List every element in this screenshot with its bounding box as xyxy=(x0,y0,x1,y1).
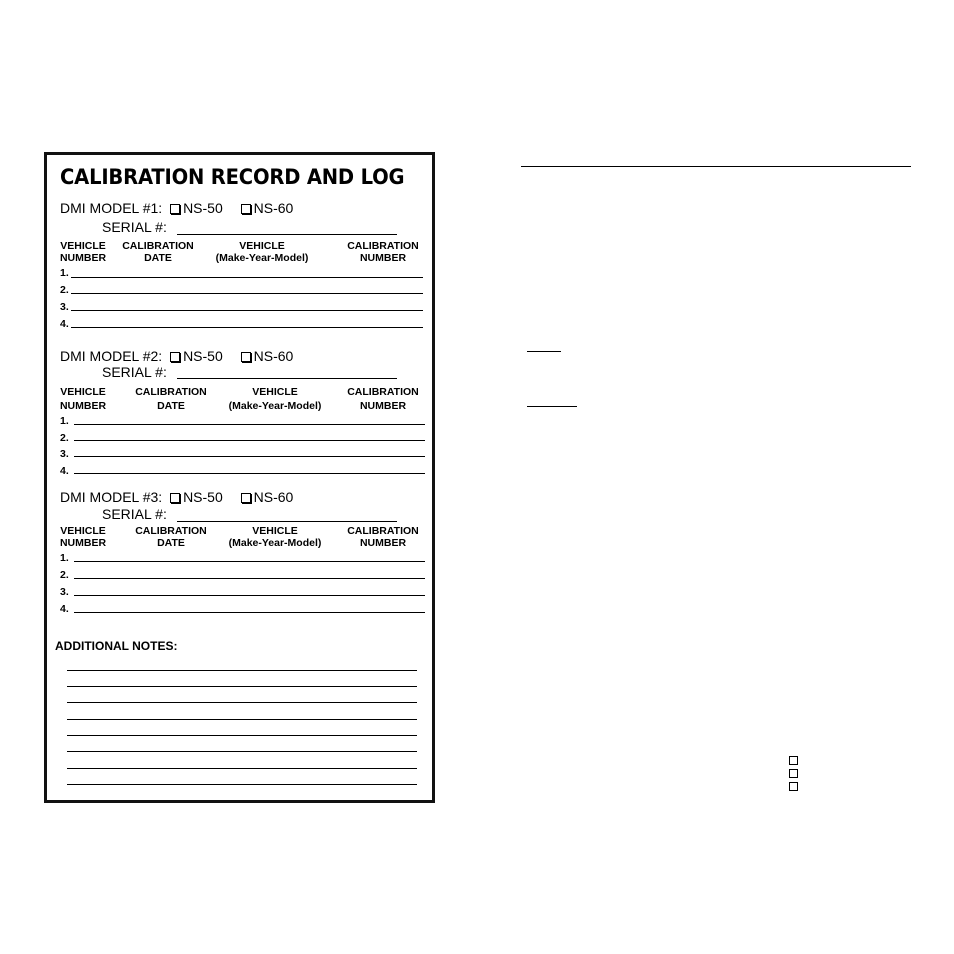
note-line[interactable] xyxy=(67,719,417,720)
entry-line[interactable] xyxy=(71,327,423,328)
ns60-option-3[interactable]: NS-60 xyxy=(241,489,294,505)
calibration-record-card xyxy=(44,152,435,803)
note-line[interactable] xyxy=(67,686,417,687)
header-vehicle-number-1: VEHICLE NUMBER xyxy=(59,240,107,264)
serial-field-2[interactable] xyxy=(177,378,397,379)
dmi-model-2-label: DMI MODEL #2: xyxy=(60,348,163,364)
checkbox-icon[interactable] xyxy=(241,493,251,503)
row-label: 4. xyxy=(60,318,69,330)
checkbox-icon[interactable] xyxy=(170,204,180,214)
entry-line[interactable] xyxy=(74,561,425,562)
checkbox-icon[interactable] xyxy=(789,769,798,778)
entry-line[interactable] xyxy=(74,473,425,474)
note-line[interactable] xyxy=(67,702,417,703)
note-line[interactable] xyxy=(67,784,417,785)
ns50-option-1[interactable]: NS-50 xyxy=(170,200,223,216)
form-title: CALIBRATION RECORD AND LOG xyxy=(60,165,405,189)
header-vehicle-3: VEHICLE (Make-Year-Model) xyxy=(228,525,322,549)
ns60-option-2[interactable]: NS-60 xyxy=(241,348,294,364)
header-vehicle-2: VEHICLE (Make-Year-Model) xyxy=(228,386,322,412)
entry-line[interactable] xyxy=(74,424,425,425)
dmi-model-2-line xyxy=(60,348,293,364)
additional-notes-label: ADDITIONAL NOTES: xyxy=(55,639,178,653)
entry-line[interactable] xyxy=(74,440,425,441)
row-label: 4. xyxy=(60,465,69,477)
header-calibration-date-2: CALIBRATION DATE xyxy=(135,386,207,412)
checkbox-icon[interactable] xyxy=(170,352,180,362)
entry-line[interactable] xyxy=(74,456,425,457)
row-label: 2. xyxy=(60,284,69,296)
header-calibration-date-3: CALIBRATION DATE xyxy=(135,525,207,549)
row-label: 1. xyxy=(60,415,69,427)
note-line[interactable] xyxy=(67,670,417,671)
header-vehicle-number-3: VEHICLE NUMBER xyxy=(59,525,107,549)
ns50-option-3[interactable]: NS-50 xyxy=(170,489,223,505)
header-vehicle-1: VEHICLE (Make-Year-Model) xyxy=(215,240,309,264)
dmi-model-3-line xyxy=(60,489,293,505)
ns50-option-2[interactable]: NS-50 xyxy=(170,348,223,364)
note-line[interactable] xyxy=(67,768,417,769)
serial-label-1: SERIAL #: xyxy=(102,219,167,235)
header-calibration-date-1: CALIBRATION DATE xyxy=(122,240,194,264)
entry-line[interactable] xyxy=(74,612,425,613)
note-line[interactable] xyxy=(67,735,417,736)
dmi-model-1-line xyxy=(60,200,293,216)
entry-line[interactable] xyxy=(71,310,423,311)
serial-field-3[interactable] xyxy=(177,521,397,522)
header-rule xyxy=(521,166,911,167)
dmi-model-3-label: DMI MODEL #3: xyxy=(60,489,163,505)
row-label: 1. xyxy=(60,267,69,279)
checkbox-icon[interactable] xyxy=(789,782,798,791)
serial-label-3: SERIAL #: xyxy=(102,506,167,522)
entry-line[interactable] xyxy=(71,293,423,294)
row-label: 2. xyxy=(60,432,69,444)
row-label: 4. xyxy=(60,603,69,615)
row-label: 1. xyxy=(60,552,69,564)
note-line[interactable] xyxy=(67,751,417,752)
serial-field-1[interactable] xyxy=(177,234,397,235)
checkbox-icon[interactable] xyxy=(241,352,251,362)
row-label: 3. xyxy=(60,448,69,460)
checkbox-icon[interactable] xyxy=(789,756,798,765)
header-calibration-number-3: CALIBRATION NUMBER xyxy=(347,525,419,549)
checkbox-icon[interactable] xyxy=(241,204,251,214)
entry-line[interactable] xyxy=(74,578,425,579)
serial-label-2: SERIAL #: xyxy=(102,364,167,380)
header-calibration-number-1: CALIBRATION NUMBER xyxy=(347,240,419,264)
ns60-option-1[interactable]: NS-60 xyxy=(241,200,294,216)
dmi-model-1-label: DMI MODEL #1: xyxy=(60,200,163,216)
entry-line[interactable] xyxy=(74,595,425,596)
row-label: 3. xyxy=(60,586,69,598)
entry-line[interactable] xyxy=(71,277,423,278)
header-vehicle-number-2: VEHICLE NUMBER xyxy=(59,386,107,412)
row-label: 2. xyxy=(60,569,69,581)
row-label: 3. xyxy=(60,301,69,313)
checkbox-icon[interactable] xyxy=(170,493,180,503)
header-calibration-number-2: CALIBRATION NUMBER xyxy=(347,386,419,412)
short-rule xyxy=(527,351,561,352)
short-rule xyxy=(527,406,577,407)
